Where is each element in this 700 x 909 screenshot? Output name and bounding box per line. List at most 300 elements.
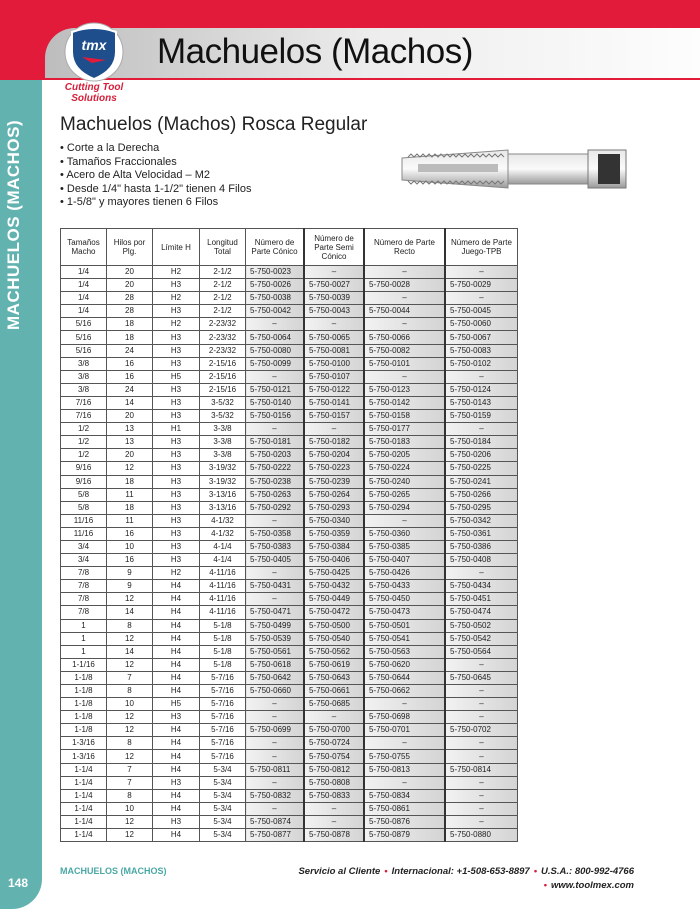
footer-usa-phone: U.S.A.: 800-992-4766 (541, 866, 634, 877)
part-number-cell: 5-750-0472 (304, 606, 364, 619)
part-number-cell: 5-750-0500 (304, 619, 364, 632)
part-number-cell: 5-750-0619 (304, 658, 364, 671)
part-number-cell: 5-750-0064 (246, 331, 305, 344)
part-number-cell: – (445, 266, 518, 279)
table-cell: H3 (153, 527, 200, 540)
table-cell: 3-3/8 (200, 423, 246, 436)
part-number-cell: 5-750-0159 (445, 410, 518, 423)
table-row (61, 540, 518, 553)
table-cell: 1-3/16 (61, 750, 107, 763)
part-number-cell: 5-750-0224 (364, 462, 445, 475)
part-number-cell: 5-750-0408 (445, 554, 518, 567)
part-number-cell: 5-750-0618 (246, 658, 305, 671)
part-number-cell: – (445, 423, 518, 436)
part-number-cell: 5-750-0065 (304, 331, 364, 344)
table-cell: H3 (153, 776, 200, 789)
table-row (61, 632, 518, 645)
table-cell: H3 (153, 449, 200, 462)
part-number-cell: 5-750-0042 (246, 305, 305, 318)
table-cell: 11/16 (61, 527, 107, 540)
table-cell: 1-1/4 (61, 789, 107, 802)
table-cell: H5 (153, 370, 200, 383)
part-number-cell: – (246, 318, 305, 331)
footer-international-phone: Internacional: +1-508-653-8897 (391, 866, 530, 877)
part-number-cell: 5-750-0294 (364, 501, 445, 514)
table-cell: 1 (61, 645, 107, 658)
table-cell: 12 (107, 462, 153, 475)
part-number-cell: – (364, 318, 445, 331)
part-number-cell: 5-750-0340 (304, 514, 364, 527)
table-cell: 18 (107, 318, 153, 331)
part-number-cell: – (246, 711, 305, 724)
table-cell: 1/4 (61, 279, 107, 292)
table-cell: 1-1/4 (61, 776, 107, 789)
part-number-cell: 5-750-0038 (246, 292, 305, 305)
table-cell: 7/8 (61, 567, 107, 580)
part-number-cell: 5-750-0499 (246, 619, 305, 632)
table-cell: 12 (107, 711, 153, 724)
table-cell: 8 (107, 685, 153, 698)
part-number-cell: 5-750-0360 (364, 527, 445, 540)
part-number-cell: – (364, 776, 445, 789)
table-cell: 2-23/32 (200, 331, 246, 344)
table-cell: H3 (153, 711, 200, 724)
table-row (61, 776, 518, 789)
table-cell: 16 (107, 357, 153, 370)
table-row (61, 370, 518, 383)
part-number-cell: 5-750-0701 (364, 724, 445, 737)
part-number-cell: – (304, 815, 364, 828)
part-number-cell: 5-750-0027 (304, 279, 364, 292)
table-row (61, 318, 518, 331)
table-cell: H3 (153, 514, 200, 527)
part-number-cell: 5-750-0143 (445, 396, 518, 409)
part-number-cell: 5-750-0562 (304, 645, 364, 658)
part-number-cell: 5-750-0100 (304, 357, 364, 370)
part-number-cell: 5-750-0449 (304, 593, 364, 606)
part-number-cell: 5-750-0384 (304, 540, 364, 553)
table-row (61, 331, 518, 344)
table-row (61, 815, 518, 828)
table-cell: H2 (153, 567, 200, 580)
table-cell: 4-11/16 (200, 606, 246, 619)
table-cell: H4 (153, 685, 200, 698)
table-cell: 1/2 (61, 436, 107, 449)
footer-website-link[interactable]: www.toolmex.com (550, 880, 634, 891)
part-number-cell: 5-750-0044 (364, 305, 445, 318)
part-number-cell: – (445, 815, 518, 828)
part-number-cell: 5-750-0124 (445, 383, 518, 396)
part-number-cell: 5-750-0660 (246, 685, 305, 698)
part-number-cell: 5-750-0540 (304, 632, 364, 645)
table-cell: 5-3/4 (200, 763, 246, 776)
table-row (61, 698, 518, 711)
table-cell: H4 (153, 789, 200, 802)
part-number-cell: 5-750-0426 (364, 567, 445, 580)
part-number-cell: 5-750-0383 (246, 540, 305, 553)
table-cell: 7 (107, 776, 153, 789)
table-cell: 12 (107, 750, 153, 763)
table-row (61, 711, 518, 724)
table-cell: 8 (107, 737, 153, 750)
part-number-cell: 5-750-0386 (445, 540, 518, 553)
part-number-cell: 5-750-0542 (445, 632, 518, 645)
table-row (61, 724, 518, 737)
part-number-cell: 5-750-0082 (364, 344, 445, 357)
part-number-cell: – (445, 802, 518, 815)
part-number-cell: – (304, 802, 364, 815)
table-row (61, 410, 518, 423)
part-number-cell: 5-750-0564 (445, 645, 518, 658)
table-row (61, 501, 518, 514)
part-number-cell: – (246, 802, 305, 815)
table-cell: 3-19/32 (200, 462, 246, 475)
table-cell: 9/16 (61, 475, 107, 488)
table-cell: 10 (107, 698, 153, 711)
table-row (61, 750, 518, 763)
table-row (61, 396, 518, 409)
part-number-cell: 5-750-0265 (364, 488, 445, 501)
part-number-cell: – (445, 711, 518, 724)
part-number-cell: 5-750-0292 (246, 501, 305, 514)
table-row (61, 567, 518, 580)
part-number-cell: – (246, 423, 305, 436)
part-number-cell: 5-750-0662 (364, 685, 445, 698)
part-number-cell: 5-750-0102 (445, 357, 518, 370)
part-number-cell: – (246, 514, 305, 527)
table-cell: 18 (107, 501, 153, 514)
table-cell: H4 (153, 580, 200, 593)
part-number-cell: 5-750-0083 (445, 344, 518, 357)
part-number-cell: 5-750-0432 (304, 580, 364, 593)
part-number-cell: 5-750-0223 (304, 462, 364, 475)
part-number-cell: 5-750-0450 (364, 593, 445, 606)
table-cell: 5-3/4 (200, 829, 246, 842)
part-number-cell: 5-750-0699 (246, 724, 305, 737)
table-cell: H3 (153, 475, 200, 488)
table-cell: H4 (153, 750, 200, 763)
part-number-cell: 5-750-0644 (364, 671, 445, 684)
table-cell: 1-1/4 (61, 802, 107, 815)
table-row (61, 580, 518, 593)
table-cell: 1-1/8 (61, 724, 107, 737)
part-number-cell: 5-750-0342 (445, 514, 518, 527)
table-cell: H3 (153, 436, 200, 449)
part-number-cell: 5-750-0157 (304, 410, 364, 423)
table-cell: 1-1/8 (61, 671, 107, 684)
part-number-cell: 5-750-0834 (364, 789, 445, 802)
table-row (61, 606, 518, 619)
table-cell: 2-15/16 (200, 370, 246, 383)
page-number: 148 (8, 876, 29, 890)
part-number-cell: – (364, 370, 445, 383)
table-cell: 5-3/4 (200, 802, 246, 815)
part-number-cell: 5-750-0434 (445, 580, 518, 593)
table-row (61, 763, 518, 776)
part-number-cell: 5-750-0474 (445, 606, 518, 619)
table-cell: 5-3/4 (200, 776, 246, 789)
table-cell: 2-1/2 (200, 279, 246, 292)
table-row (61, 802, 518, 815)
table-cell: H2 (153, 266, 200, 279)
part-number-cell: 5-750-0755 (364, 750, 445, 763)
footer-service: Servicio al Cliente (298, 866, 381, 877)
part-number-cell: 5-750-0645 (445, 671, 518, 684)
part-number-cell: 5-750-0295 (445, 501, 518, 514)
part-number-cell: 5-750-0724 (304, 737, 364, 750)
table-cell: H3 (153, 396, 200, 409)
table-row (61, 423, 518, 436)
table-cell: 20 (107, 449, 153, 462)
part-number-cell: 5-750-0808 (304, 776, 364, 789)
part-number-cell: 5-750-0431 (246, 580, 305, 593)
table-cell: H4 (153, 593, 200, 606)
table-cell: 10 (107, 802, 153, 815)
part-number-cell: 5-750-0405 (246, 554, 305, 567)
part-number-cell: 5-750-0264 (304, 488, 364, 501)
table-row (61, 292, 518, 305)
part-number-cell: – (445, 685, 518, 698)
part-number-cell: – (364, 514, 445, 527)
table-cell: H3 (153, 462, 200, 475)
part-number-cell: 5-750-0358 (246, 527, 305, 540)
table-row (61, 671, 518, 684)
table-cell: H4 (153, 763, 200, 776)
feature-item: • Desde 1/4" hasta 1-1/2" tienen 4 Filos (60, 183, 251, 197)
table-header-row (61, 229, 518, 266)
part-number-cell: 5-750-0861 (364, 802, 445, 815)
table-cell: 3-3/8 (200, 436, 246, 449)
part-number-cell: 5-750-0539 (246, 632, 305, 645)
part-number-cell: 5-750-0877 (246, 829, 305, 842)
table-cell: 9 (107, 567, 153, 580)
table-cell: 5-3/4 (200, 789, 246, 802)
table-cell: 4-1/4 (200, 554, 246, 567)
part-number-cell: 5-750-0473 (364, 606, 445, 619)
table-row (61, 462, 518, 475)
part-number-cell: – (246, 593, 305, 606)
table-cell: 5-7/16 (200, 750, 246, 763)
part-number-cell: 5-750-0876 (364, 815, 445, 828)
part-number-cell: 5-750-0812 (304, 763, 364, 776)
part-number-cell: – (304, 318, 364, 331)
table-cell: H2 (153, 318, 200, 331)
part-number-cell: 5-750-0293 (304, 501, 364, 514)
table-cell: H3 (153, 501, 200, 514)
table-cell: 14 (107, 396, 153, 409)
table-cell: 2-23/32 (200, 344, 246, 357)
table-cell: 3/8 (61, 357, 107, 370)
table-cell: 5-7/16 (200, 737, 246, 750)
table-cell: 5/16 (61, 331, 107, 344)
table-cell: 1-1/8 (61, 685, 107, 698)
table-cell: H4 (153, 619, 200, 632)
part-number-cell: 5-750-0833 (304, 789, 364, 802)
part-number-cell: 5-750-0205 (364, 449, 445, 462)
tap-product-image (398, 140, 630, 198)
column-header: Longitud Total (200, 229, 246, 266)
column-header: Límite H (153, 229, 200, 266)
table-row (61, 305, 518, 318)
part-number-cell: – (445, 737, 518, 750)
table-cell: 3/4 (61, 554, 107, 567)
tmx-logo-icon (64, 22, 124, 82)
table-cell: 7/8 (61, 606, 107, 619)
part-number-cell: 5-750-0406 (304, 554, 364, 567)
part-number-cell: 5-750-0067 (445, 331, 518, 344)
part-number-cell: 5-750-0361 (445, 527, 518, 540)
part-number-cell: 5-750-0541 (364, 632, 445, 645)
part-number-cell: 5-750-0066 (364, 331, 445, 344)
table-cell: H3 (153, 540, 200, 553)
table-cell: 16 (107, 527, 153, 540)
table-cell: 2-23/32 (200, 318, 246, 331)
part-number-cell: 5-750-0039 (304, 292, 364, 305)
part-number-cell: 5-750-0661 (304, 685, 364, 698)
table-cell: H4 (153, 632, 200, 645)
table-cell: 12 (107, 829, 153, 842)
table-cell: 4-11/16 (200, 580, 246, 593)
part-number-cell: 5-750-0184 (445, 436, 518, 449)
table-cell: 5/16 (61, 318, 107, 331)
table-cell: 2-1/2 (200, 266, 246, 279)
table-cell: 24 (107, 344, 153, 357)
table-cell: 20 (107, 410, 153, 423)
table-cell: 12 (107, 658, 153, 671)
table-cell: 7/8 (61, 580, 107, 593)
table-cell: 1-1/8 (61, 698, 107, 711)
part-number-cell: – (246, 737, 305, 750)
part-number-cell: 5-750-0206 (445, 449, 518, 462)
table-cell: 4-11/16 (200, 567, 246, 580)
part-number-cell: 5-750-0266 (445, 488, 518, 501)
table-cell: H4 (153, 606, 200, 619)
part-number-cell: 5-750-0814 (445, 763, 518, 776)
part-number-cell: – (364, 737, 445, 750)
column-header: Número de Parte Juego-TPB (445, 229, 518, 266)
table-cell: 5-3/4 (200, 815, 246, 828)
table-cell: 5-1/8 (200, 619, 246, 632)
table-cell: 9 (107, 580, 153, 593)
part-number-cell: 5-750-0879 (364, 829, 445, 842)
table-cell: H4 (153, 737, 200, 750)
part-number-cell: – (445, 776, 518, 789)
table-row (61, 279, 518, 292)
table-cell: H4 (153, 658, 200, 671)
part-number-cell: 5-750-0240 (364, 475, 445, 488)
table-cell: 18 (107, 331, 153, 344)
part-number-cell: – (364, 292, 445, 305)
table-cell: 10 (107, 540, 153, 553)
table-cell: 1-1/16 (61, 658, 107, 671)
table-cell: 4-1/32 (200, 527, 246, 540)
part-number-cell: 5-750-0407 (364, 554, 445, 567)
table-cell: 1/4 (61, 266, 107, 279)
part-number-cell: 5-750-0700 (304, 724, 364, 737)
table-row (61, 449, 518, 462)
feature-list (60, 142, 251, 210)
table-cell: 7 (107, 763, 153, 776)
table-cell: 5-1/8 (200, 645, 246, 658)
table-cell: 7/8 (61, 593, 107, 606)
part-number-cell: 5-750-0643 (304, 671, 364, 684)
table-row (61, 619, 518, 632)
table-cell: 1-1/4 (61, 763, 107, 776)
table-cell: 11/16 (61, 514, 107, 527)
footer-contact: Servicio al Cliente • Internacional: +1-508-653-8897 • U.S.A.: 800-992-4766 • www.toolmex.com (298, 866, 634, 891)
table-cell: 13 (107, 423, 153, 436)
table-cell: 5-7/16 (200, 698, 246, 711)
part-number-cell: – (246, 750, 305, 763)
table-row (61, 658, 518, 671)
table-row (61, 266, 518, 279)
part-number-cell: – (304, 423, 364, 436)
table-cell: 5/8 (61, 501, 107, 514)
table-row (61, 344, 518, 357)
table-cell: 4-1/32 (200, 514, 246, 527)
table-row (61, 527, 518, 540)
table-cell: 4-1/4 (200, 540, 246, 553)
part-number-cell: 5-750-0204 (304, 449, 364, 462)
part-number-cell: 5-750-0754 (304, 750, 364, 763)
part-number-cell: – (246, 370, 305, 383)
part-number-cell: – (445, 567, 518, 580)
table-cell: 8 (107, 789, 153, 802)
table-cell: H4 (153, 802, 200, 815)
part-number-cell: 5-750-0502 (445, 619, 518, 632)
part-number-cell: 5-750-0045 (445, 305, 518, 318)
table-cell: 8 (107, 619, 153, 632)
table-cell: 5-1/8 (200, 632, 246, 645)
table-cell: H2 (153, 292, 200, 305)
table-row (61, 436, 518, 449)
part-number-cell: 5-750-0122 (304, 383, 364, 396)
table-cell: 3/8 (61, 383, 107, 396)
table-cell: 3-5/32 (200, 396, 246, 409)
table-cell: H4 (153, 645, 200, 658)
table-cell: 12 (107, 593, 153, 606)
part-number-cell: – (445, 750, 518, 763)
part-number-cell: 5-750-0698 (364, 711, 445, 724)
part-number-cell: 5-750-0359 (304, 527, 364, 540)
table-row (61, 829, 518, 842)
footer-section-label: MACHUELOS (MACHOS) (60, 866, 167, 876)
part-number-cell: 5-750-0563 (364, 645, 445, 658)
part-number-cell: 5-750-0811 (246, 763, 305, 776)
part-number-cell: 5-750-0561 (246, 645, 305, 658)
table-cell: 5-7/16 (200, 711, 246, 724)
table-cell: 1/4 (61, 305, 107, 318)
table-cell: 3-13/16 (200, 488, 246, 501)
table-cell: 1-3/16 (61, 737, 107, 750)
table-cell: H4 (153, 829, 200, 842)
table-cell: 12 (107, 724, 153, 737)
part-number-cell: 5-750-0451 (445, 593, 518, 606)
table-cell: 1/2 (61, 423, 107, 436)
table-row (61, 357, 518, 370)
page-title: Machuelos (Machos) (157, 32, 473, 71)
table-row (61, 383, 518, 396)
table-cell: H3 (153, 305, 200, 318)
part-number-cell: – (445, 292, 518, 305)
part-number-cell: 5-750-0141 (304, 396, 364, 409)
table-cell: 7/16 (61, 410, 107, 423)
table-cell: 2-1/2 (200, 292, 246, 305)
part-number-cell: 5-750-0239 (304, 475, 364, 488)
part-number-cell: 5-750-0081 (304, 344, 364, 357)
table-cell: H3 (153, 331, 200, 344)
table-cell: 2-1/2 (200, 305, 246, 318)
